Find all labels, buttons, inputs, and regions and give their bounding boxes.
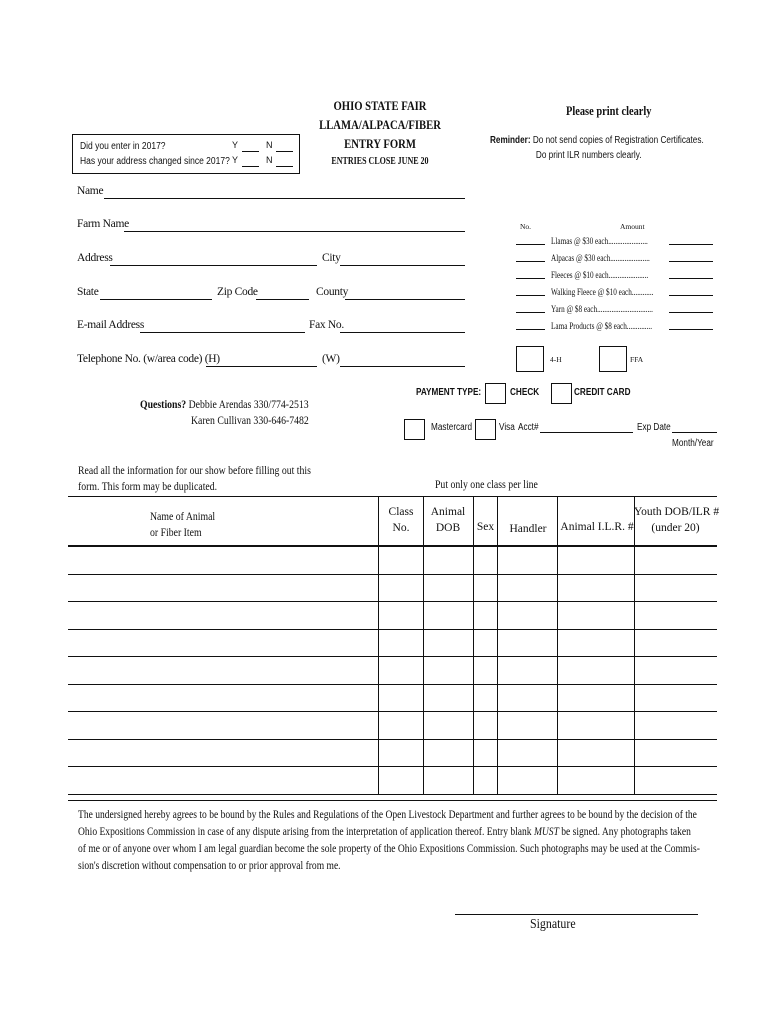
ilr-cell[interactable]: [557, 575, 635, 602]
reminder-line-2: Do print ILR numbers clearly.: [535, 150, 642, 161]
fee-item-label: Lama Products @ $8 each..............: [551, 321, 653, 331]
name-field[interactable]: [104, 198, 465, 199]
table-row: [68, 767, 717, 795]
col-header-youth: [634, 504, 720, 536]
fee-amount-header: Amount: [620, 222, 645, 231]
questions-contact-1: Debbie Arendas 330/774-2513: [188, 399, 309, 411]
address-field[interactable]: [110, 265, 317, 266]
table-row: [68, 685, 717, 713]
agreement-line-2: [78, 824, 700, 841]
q1-yes-blank[interactable]: [242, 151, 259, 152]
q2-no-label: N: [266, 155, 273, 165]
home-phone-field[interactable]: [206, 366, 317, 367]
email-field[interactable]: [140, 332, 305, 333]
ilr-cell[interactable]: [557, 740, 635, 767]
credit-card-label: CREDIT CARD: [574, 387, 631, 398]
table-row: [68, 575, 717, 603]
questions-contact-2: Karen Cullivan 330-646-7482: [191, 415, 309, 427]
class-no-cell[interactable]: [378, 630, 424, 657]
col-header-class: [380, 504, 422, 536]
handler-cell[interactable]: [497, 602, 558, 629]
dob-cell[interactable]: [423, 547, 474, 574]
dob-cell[interactable]: [423, 575, 474, 602]
fee-amount-field[interactable]: [669, 278, 713, 279]
prior-question-1: Did you enter in 2017?: [80, 141, 166, 152]
handler-cell[interactable]: [497, 712, 558, 739]
dob-cell[interactable]: [423, 630, 474, 657]
exp-date-field[interactable]: [672, 432, 717, 433]
questions-block: [140, 399, 309, 411]
title-line-3: ENTRY FORM: [344, 136, 416, 151]
title-line-1: OHIO STATE FAIR: [333, 98, 427, 113]
q1-no-blank[interactable]: [276, 151, 293, 152]
youth-cell[interactable]: [634, 547, 718, 574]
class-no-cell[interactable]: [378, 575, 424, 602]
handler-cell[interactable]: [497, 547, 558, 574]
reminder-line-1: Do not send copies of Registration Certificates.: [532, 135, 704, 146]
fee-qty-field[interactable]: [516, 261, 545, 262]
work-phone-label: (W): [322, 353, 340, 365]
class-no-cell[interactable]: [378, 547, 424, 574]
header-divider: [497, 496, 498, 546]
fee-qty-field[interactable]: [516, 295, 545, 296]
dob-cell[interactable]: [423, 712, 474, 739]
fee-qty-field[interactable]: [516, 329, 545, 330]
dob-cell[interactable]: [423, 685, 474, 712]
address-label: Address: [77, 252, 113, 264]
table-row: [68, 712, 717, 740]
header-divider: [557, 496, 558, 546]
signature-field[interactable]: [455, 914, 698, 915]
header-divider: [473, 496, 474, 546]
email-label: E-mail Address: [77, 319, 145, 331]
class-no-cell[interactable]: [378, 657, 424, 684]
prior-entry-questions: [80, 139, 230, 169]
club-ffa-label: FFA: [630, 355, 644, 364]
col-header-name-1: Name of Animal: [150, 511, 216, 523]
q1-yes-label: Y: [232, 140, 239, 150]
account-number-field[interactable]: [540, 432, 633, 433]
col-header-handler: Handler: [509, 523, 547, 535]
col-header-name: [150, 509, 215, 541]
youth-cell[interactable]: [634, 740, 718, 767]
checkbox-check[interactable]: [485, 383, 506, 404]
state-label: State: [77, 286, 99, 298]
fee-item-label: Fleeces @ $10 each......................: [551, 270, 649, 280]
table-top-rule: [68, 496, 717, 497]
youth-cell[interactable]: [634, 630, 718, 657]
handler-cell[interactable]: [497, 685, 558, 712]
fee-amount-field[interactable]: [669, 261, 713, 262]
sex-cell[interactable]: [473, 657, 498, 684]
handler-cell[interactable]: [497, 740, 558, 767]
agreement-line-4: sion's discretion without compensation to or prior approval from me.: [78, 860, 341, 872]
animal-name-cell[interactable]: [68, 547, 378, 574]
fee-amount-field[interactable]: [669, 295, 713, 296]
exp-date-label: Exp Date: [637, 422, 671, 433]
fax-label: Fax No.: [309, 319, 344, 331]
header-divider: [378, 496, 379, 546]
col-header-dob-1: Animal: [430, 506, 466, 518]
city-field[interactable]: [340, 265, 465, 266]
table-row: [68, 740, 717, 768]
title-line-2: LLAMA/ALPACA/FIBER: [319, 117, 441, 132]
youth-cell[interactable]: [634, 657, 718, 684]
q2-yes-blank[interactable]: [242, 166, 259, 167]
agreement-text: [78, 807, 700, 875]
youth-cell[interactable]: [634, 575, 718, 602]
sex-cell[interactable]: [473, 685, 498, 712]
telephone-label: Telephone No. (w/area code) (H): [77, 353, 220, 365]
dob-cell[interactable]: [423, 602, 474, 629]
class-no-cell[interactable]: [378, 767, 424, 794]
payment-type-label: PAYMENT TYPE:: [416, 387, 482, 398]
sex-cell[interactable]: [473, 740, 498, 767]
prior-question-2: Has your address changed since 2017?: [80, 156, 230, 167]
fee-item-label: Walking Fleece @ $10 each............: [551, 287, 654, 297]
month-year-hint: Month/Year: [672, 438, 714, 449]
animal-name-cell[interactable]: [68, 657, 378, 684]
q2-no-blank[interactable]: [276, 166, 293, 167]
q2-yes-label: Y: [232, 155, 239, 165]
work-phone-field[interactable]: [340, 366, 465, 367]
q1-no-label: N: [266, 140, 273, 150]
col-header-class-2: No.: [392, 522, 410, 534]
youth-cell[interactable]: [634, 685, 718, 712]
fee-amount-field[interactable]: [669, 312, 713, 313]
dob-cell[interactable]: [423, 657, 474, 684]
fee-item-label: Llamas @ $30 each......................: [551, 236, 648, 246]
dob-cell[interactable]: [423, 767, 474, 794]
farm-name-field[interactable]: [124, 231, 465, 232]
handler-cell[interactable]: [497, 575, 558, 602]
header-divider: [634, 496, 635, 546]
sex-cell[interactable]: [473, 575, 498, 602]
table-row: [68, 547, 717, 575]
entries-deadline: ENTRIES CLOSE JUNE 20: [331, 156, 429, 167]
agreement-must: MUST: [533, 826, 559, 838]
fee-item-label: Yarn @ $8 each...............................: [551, 304, 653, 314]
animal-name-cell[interactable]: [68, 575, 378, 602]
reminder-note: [490, 133, 704, 163]
check-label: CHECK: [510, 387, 540, 398]
handler-cell[interactable]: [497, 630, 558, 657]
agreement-line-3: of me or of anyone over whom I am legal guardian become the sole property of the Ohio Expositions Commission. Such photographs may be used at the Commis-: [78, 843, 700, 855]
class-no-cell[interactable]: [378, 740, 424, 767]
ilr-cell[interactable]: [557, 767, 635, 794]
youth-cell[interactable]: [634, 712, 718, 739]
city-label: City: [322, 252, 341, 264]
sex-cell[interactable]: [473, 630, 498, 657]
col-header-dob: [424, 504, 472, 536]
table-row: [68, 657, 717, 685]
print-clearly-note: Please print clearly: [566, 103, 652, 118]
agreement-line-2a: Ohio Expositions Commission in case of any dispute arising from the interpretation of application thereof. Entry blank: [78, 826, 534, 838]
county-label: County: [316, 286, 349, 298]
animal-name-cell[interactable]: [68, 767, 378, 794]
sex-cell[interactable]: [473, 547, 498, 574]
ilr-cell[interactable]: [557, 602, 635, 629]
agreement-top-rule: [68, 800, 717, 801]
youth-cell[interactable]: [634, 602, 718, 629]
agreement-line-1: The undersigned hereby agrees to be bound by the Rules and Regulations of the Open Livestock Department and further agrees to be bound by the decision of the: [78, 809, 697, 821]
checkbox-ffa[interactable]: [599, 346, 627, 372]
acct-label: Acct#: [518, 422, 539, 433]
checkbox-visa[interactable]: [475, 419, 496, 440]
header-divider: [423, 496, 424, 546]
handler-cell[interactable]: [497, 767, 558, 794]
fee-item-label: Alpacas @ $30 each......................: [551, 253, 650, 263]
state-field[interactable]: [100, 299, 212, 300]
col-header-sex: Sex: [476, 521, 495, 533]
youth-cell[interactable]: [634, 767, 718, 794]
agreement-line-2b: be signed. Any photographs taken: [558, 826, 691, 838]
fee-qty-field[interactable]: [516, 278, 545, 279]
col-header-class-1: Class: [388, 506, 414, 518]
table-row: [68, 602, 717, 630]
fee-no-header: No.: [520, 222, 532, 231]
class-no-cell[interactable]: [378, 685, 424, 712]
fee-amount-field[interactable]: [669, 329, 713, 330]
animal-name-cell[interactable]: [68, 630, 378, 657]
sex-cell[interactable]: [473, 767, 498, 794]
animal-name-cell[interactable]: [68, 685, 378, 712]
col-header-name-2: or Fiber Item: [150, 527, 202, 539]
fee-amount-field[interactable]: [669, 244, 713, 245]
zip-field[interactable]: [256, 299, 309, 300]
animal-name-cell[interactable]: [68, 602, 378, 629]
signature-label: Signature: [530, 917, 576, 932]
ilr-cell[interactable]: [557, 685, 635, 712]
ilr-cell[interactable]: [557, 630, 635, 657]
class-no-cell[interactable]: [378, 712, 424, 739]
instructions: [78, 463, 311, 495]
checkbox-mastercard[interactable]: [404, 419, 425, 440]
county-field[interactable]: [345, 299, 465, 300]
handler-cell[interactable]: [497, 657, 558, 684]
mastercard-label: Mastercard: [431, 422, 473, 433]
animal-name-cell[interactable]: [68, 712, 378, 739]
col-header-youth-2: (under 20): [651, 522, 700, 534]
animal-name-cell[interactable]: [68, 740, 378, 767]
fee-qty-field[interactable]: [516, 244, 545, 245]
col-header-youth-1: Youth DOB/ILR #: [634, 506, 720, 518]
one-class-note: Put only one class per line: [435, 479, 538, 491]
checkbox-credit-card[interactable]: [551, 383, 572, 404]
zip-label: Zip Code: [217, 286, 258, 298]
col-header-ilr: Animal I.L.R. #: [560, 521, 634, 533]
form-title: [314, 96, 445, 153]
ilr-cell[interactable]: [557, 547, 635, 574]
farm-name-label: Farm Name: [77, 218, 129, 230]
fax-field[interactable]: [340, 332, 465, 333]
dob-cell[interactable]: [423, 740, 474, 767]
sex-cell[interactable]: [473, 712, 498, 739]
questions-label: Questions?: [140, 399, 187, 411]
instructions-line-1: Read all the information for our show before filling out this: [78, 465, 311, 477]
club-4h-label: 4-H: [550, 355, 562, 364]
checkbox-4h[interactable]: [516, 346, 544, 372]
ilr-cell[interactable]: [557, 712, 635, 739]
fee-qty-field[interactable]: [516, 312, 545, 313]
name-label: Name: [77, 185, 104, 197]
visa-label: Visa: [499, 422, 515, 433]
ilr-cell[interactable]: [557, 657, 635, 684]
instructions-line-2: form. This form may be duplicated.: [78, 481, 218, 493]
sex-cell[interactable]: [473, 602, 498, 629]
table-row: [68, 630, 717, 658]
col-header-dob-2: DOB: [435, 522, 461, 534]
class-no-cell[interactable]: [378, 602, 424, 629]
reminder-label: Reminder:: [490, 135, 531, 146]
